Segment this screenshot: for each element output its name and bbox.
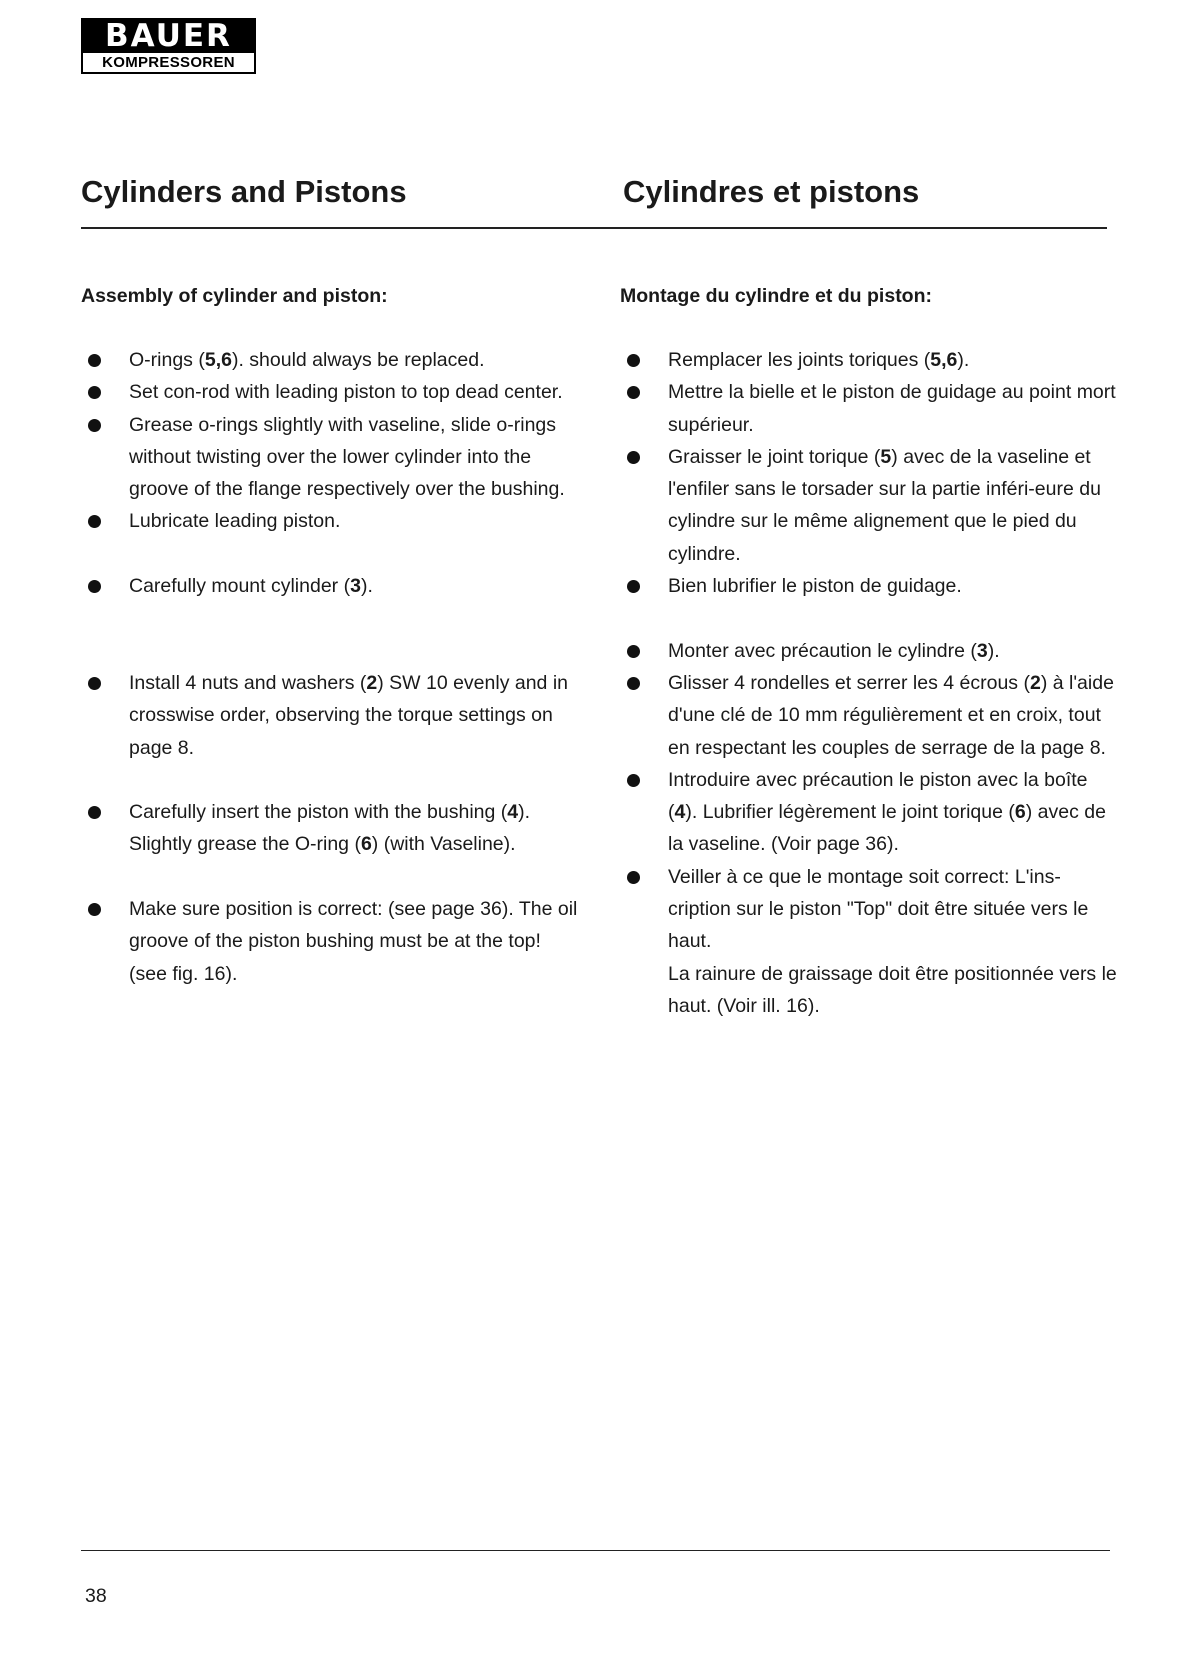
footer-divider [81,1550,1110,1551]
list-item-en-7: Carefully insert the piston with the bushing (4). Slightly grease the O-ring (6) (with Vaseline). [81,796,581,861]
list-item-fr-8: Veiller à ce que le montage soit correct: L'ins-cription sur le piston "Top" doit être située vers le haut. La rainure de graissage doit être positionnée vers le haut. (Voir ill. 16). [620,861,1120,1022]
header-divider [81,227,1107,229]
list-item-fr-2: Mettre la bielle et le piston de guidage au point mort supérieur. [620,376,1120,441]
column-french [620,280,1120,1022]
list-item-en-5: Carefully mount cylinder (3). [81,570,581,602]
list-item-fr-1: Remplacer les joints toriques (5,6). [620,344,1120,376]
list-item-fr-6: Glisser 4 rondelles et serrer les 4 écrous (2) à l'aide d'une clé de 10 mm régulièrement et en croix, tout en respectant les couples de serrage de la page 8. [620,667,1120,764]
list-item-fr-3: Graisser le joint torique (5) avec de la vaseline et l'enfiler sans le torsader sur la partie inféri-eure du cylindre sur le même alignement que le pied du cylindre. [620,441,1120,570]
page-title-en: Cylinders and Pistons [81,174,407,209]
subtitle-fr: Montage du cylindre et du piston: [620,285,932,307]
subtitle-en [81,280,581,312]
list-item-fr-4: Bien lubrifier le piston de guidage. [620,570,1120,602]
list-item-fr-5: Monter avec précaution le cylindre (3). [620,635,1120,667]
logo-wordmark: BAUER [83,20,254,53]
list-item-en-4: Lubricate leading piston. [81,505,581,537]
list-item-en-6: Install 4 nuts and washers (2) SW 10 evenly and in crosswise order, observing the torque settings on page 8. [81,667,581,764]
list-item-fr-7: Introduire avec précaution le piston avec la boîte (4). Lubrifier légèrement le joint torique (6) avec de la vaseline. (Voir page 36). [620,764,1120,861]
column-english [81,280,581,990]
logo-subtitle: KOMPRESSOREN [102,54,235,71]
list-item-en-3: Grease o-rings slightly with vaseline, slide o-rings without twisting over the lower cylinder into the groove of the flange respectively over the bushing. [81,409,581,506]
page-number: 38 [85,1585,107,1607]
list-item-en-2: Set con-rod with leading piston to top dead center. [81,376,581,408]
subtitle-en-text: Assembly of cylinder and piston [81,285,382,307]
list-item-en-1: O-rings (5,6). should always be replaced. [81,344,581,376]
bauer-logo [81,18,256,74]
page-title-fr: Cylindres et pistons [623,174,920,209]
list-item-en-8: Make sure position is correct: (see page 36). The oil groove of the piston bushing must be at the top! (see fig. 16). [81,893,581,990]
subtitle-en-colon: : [381,285,388,307]
